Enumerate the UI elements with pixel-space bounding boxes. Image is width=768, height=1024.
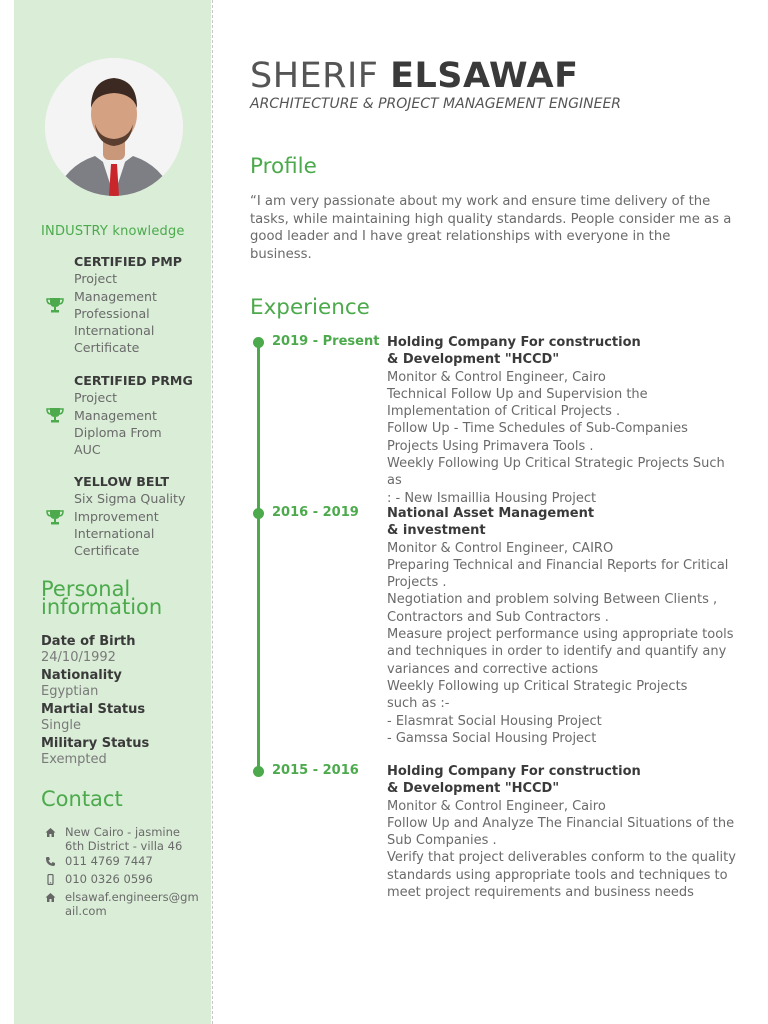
profile-heading: Profile [250, 154, 317, 179]
home-icon [45, 827, 56, 838]
personal-label: Military Status [41, 736, 150, 751]
experience-item [387, 334, 737, 507]
personal-info-heading [41, 577, 163, 619]
phone-icon [45, 856, 56, 867]
home-icon [45, 892, 56, 903]
industry-knowledge-heading: INDUSTRY knowledge [41, 224, 185, 239]
cert-title: CERTIFIED PRMG [74, 373, 193, 388]
personal-value: Egyptian [41, 684, 99, 699]
avatar [45, 58, 183, 196]
personal-item [41, 702, 145, 734]
experience-company: National Asset Management & investment [387, 506, 595, 539]
contact-text: 011 4769 7447 [65, 854, 153, 868]
contact-phone[interactable] [45, 855, 195, 869]
experience-details: Monitor & Control Engineer, CAIRO Preparing Technical and Financial Reports for Critical Projects . Negotiation and problem solving Between Clients , Contractors and Sub Contractors . Measure project performance using appropriate tools and techniques in order to identify and quantify any variances and corrective actions Weekly Following up Critical Strategic Projects such as :- - Elasmrat Social Housing Project - Gamssa Social Housing Project [387, 540, 734, 746]
cert-description: Project Management Professional International Certificate [74, 271, 157, 356]
experience-item [387, 763, 737, 901]
personal-label: Date of Birth [41, 634, 136, 649]
job-title: ARCHITECTURE & PROJECT MANAGEMENT ENGINEER [250, 96, 622, 112]
cert-item [74, 253, 204, 357]
personal-item [41, 736, 149, 768]
trophy-icon [46, 296, 64, 314]
profile-text: “I am very passionate about my work and ensure time delivery of the tasks, while maintaining high quality standards. People consider me as a good leader and I have great relationships with everyone in the business. [250, 194, 732, 262]
contact-heading: Contact [41, 787, 123, 811]
cert-title: CERTIFIED PMP [74, 254, 182, 269]
full-name [250, 56, 579, 96]
personal-label: Nationality [41, 668, 122, 683]
contact-text: elsawaf.engineers@gm [65, 890, 199, 904]
experience-date: 2019 - Present [272, 334, 380, 349]
timeline-dot [253, 508, 264, 519]
cert-item [74, 372, 204, 458]
last-name: ELSAWAF [390, 56, 579, 96]
cert-description: Six Sigma Quality Improvement International Certificate [74, 491, 186, 559]
timeline-line [257, 342, 260, 772]
contact-text: New Cairo - jasmine [65, 825, 180, 839]
trophy-icon [46, 508, 64, 526]
experience-item [387, 505, 737, 747]
personal-heading-line: information [41, 595, 163, 619]
personal-item [41, 668, 122, 700]
first-name: SHERIF [250, 56, 379, 96]
experience-company: Holding Company For construction & Development "HCCD" [387, 764, 641, 797]
cert-item [74, 473, 204, 559]
experience-date: 2015 - 2016 [272, 763, 359, 778]
personal-value: Single [41, 718, 81, 733]
contact-text: ail.com [65, 903, 107, 918]
personal-value: 24/10/1992 [41, 650, 116, 665]
experience-company: Holding Company For construction & Development "HCCD" [387, 335, 641, 368]
cert-title: YELLOW BELT [74, 474, 170, 489]
contact-text: 010 0326 0596 [65, 872, 153, 886]
divider [212, 0, 213, 1024]
contact-mobile[interactable] [45, 873, 195, 887]
contact-email[interactable] [45, 890, 199, 918]
experience-details: Monitor & Control Engineer, Cairo Follow Up and Analyze The Financial Situations of the Sub Companies . Verify that project deliverables conform to the quality standards using appropriate tools and techniques to meet project requirements and business needs [387, 798, 736, 901]
personal-item [41, 634, 135, 666]
timeline-dot [253, 766, 264, 777]
personal-value: Exempted [41, 752, 107, 767]
personal-label: Martial Status [41, 702, 146, 717]
experience-details: Monitor & Control Engineer, Cairo Technical Follow Up and Supervision the Implementation of Critical Projects . Follow Up - Time Schedules of Sub-Companies Projects Using Primavera Tools . Weekly Following Up Critical Strategic Projects Such as : - New Ismaillia Housing Project [387, 369, 725, 506]
trophy-icon [46, 406, 64, 424]
contact-text: 6th District - villa 46 [65, 838, 183, 853]
contact-address [45, 826, 195, 853]
mobile-icon [45, 874, 56, 885]
experience-heading: Experience [250, 295, 370, 320]
experience-date: 2016 - 2019 [272, 505, 359, 520]
timeline-dot [253, 337, 264, 348]
cert-description: Project Management Diploma From AUC [74, 390, 162, 458]
personal-heading-line: Personal [41, 577, 131, 601]
